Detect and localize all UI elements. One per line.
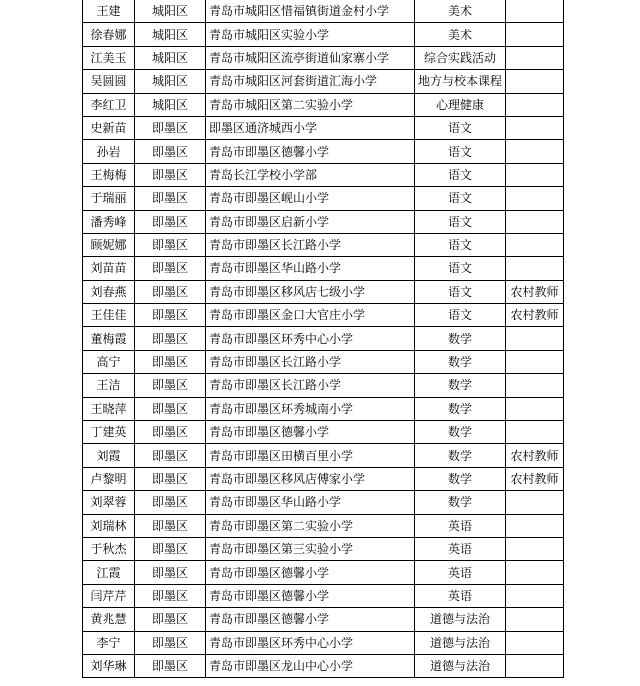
district-cell: 城阳区 — [135, 93, 206, 116]
school-cell: 青岛市即墨区华山路小学 — [206, 491, 415, 514]
note-cell: 农村教师 — [506, 280, 564, 303]
teacher-name-cell: 吴圆圆 — [83, 70, 135, 93]
subject-cell: 英语 — [415, 561, 506, 584]
district-cell: 即墨区 — [135, 561, 206, 584]
table-row — [83, 608, 564, 631]
district-cell: 即墨区 — [135, 397, 206, 420]
note-cell — [506, 350, 564, 373]
subject-cell: 语文 — [415, 257, 506, 280]
teacher-name-cell: 刘春燕 — [83, 280, 135, 303]
school-cell: 青岛市即墨区德馨小学 — [206, 140, 415, 163]
note-cell: 农村教师 — [506, 304, 564, 327]
subject-cell: 数学 — [415, 374, 506, 397]
teacher-name-cell: 王梅梅 — [83, 163, 135, 186]
subject-cell: 美术 — [415, 23, 506, 46]
teacher-name-cell: 刘翠蓉 — [83, 491, 135, 514]
district-cell: 即墨区 — [135, 140, 206, 163]
teacher-name-cell: 江霞 — [83, 561, 135, 584]
teacher-name-cell: 王佳佳 — [83, 304, 135, 327]
note-cell — [506, 421, 564, 444]
teacher-name-cell: 江美玉 — [83, 46, 135, 69]
school-cell: 青岛市城阳区实验小学 — [206, 23, 415, 46]
teacher-name-cell: 史新苗 — [83, 116, 135, 139]
table-row — [83, 397, 564, 420]
district-cell: 即墨区 — [135, 116, 206, 139]
school-cell: 青岛市即墨区德馨小学 — [206, 421, 415, 444]
subject-cell: 语文 — [415, 304, 506, 327]
teacher-name-cell: 刘霞 — [83, 444, 135, 467]
note-cell — [506, 327, 564, 350]
school-cell: 青岛市即墨区德馨小学 — [206, 561, 415, 584]
school-cell: 青岛市即墨区龙山中心小学 — [206, 654, 415, 677]
table-row — [83, 514, 564, 537]
subject-cell: 数学 — [415, 467, 506, 490]
district-cell: 即墨区 — [135, 163, 206, 186]
subject-cell: 综合实践活动 — [415, 46, 506, 69]
table-row — [83, 444, 564, 467]
school-cell: 青岛市即墨区环秀中心小学 — [206, 631, 415, 654]
note-cell — [506, 514, 564, 537]
note-cell — [506, 584, 564, 607]
note-cell — [506, 537, 564, 560]
subject-cell: 数学 — [415, 397, 506, 420]
school-cell: 青岛长江学校小学部 — [206, 163, 415, 186]
subject-cell: 语文 — [415, 187, 506, 210]
district-cell: 即墨区 — [135, 257, 206, 280]
subject-cell: 语文 — [415, 210, 506, 233]
teacher-name-cell: 潘秀峰 — [83, 210, 135, 233]
teacher-name-cell: 黄兆慧 — [83, 608, 135, 631]
table-row — [83, 304, 564, 327]
school-cell: 青岛市即墨区移风店七级小学 — [206, 280, 415, 303]
subject-cell: 英语 — [415, 584, 506, 607]
teacher-list-table — [82, 0, 564, 678]
school-cell: 青岛市即墨区长江路小学 — [206, 233, 415, 256]
table-row — [83, 467, 564, 490]
district-cell: 即墨区 — [135, 304, 206, 327]
school-cell: 青岛市即墨区德馨小学 — [206, 608, 415, 631]
table-row — [83, 350, 564, 373]
table-row — [83, 233, 564, 256]
district-cell: 即墨区 — [135, 374, 206, 397]
note-cell — [506, 491, 564, 514]
school-cell: 青岛市城阳区惜福镇街道金村小学 — [206, 0, 415, 23]
school-cell: 青岛市即墨区启新小学 — [206, 210, 415, 233]
school-cell: 青岛市即墨区岘山小学 — [206, 187, 415, 210]
note-cell — [506, 233, 564, 256]
school-cell: 青岛市即墨区第二实验小学 — [206, 514, 415, 537]
teacher-name-cell: 顾妮娜 — [83, 233, 135, 256]
district-cell: 即墨区 — [135, 608, 206, 631]
table-row — [83, 257, 564, 280]
school-cell: 青岛市即墨区金口大官庄小学 — [206, 304, 415, 327]
note-cell — [506, 23, 564, 46]
school-cell: 即墨区通济城西小学 — [206, 116, 415, 139]
table-row — [83, 140, 564, 163]
teacher-name-cell: 刘苗苗 — [83, 257, 135, 280]
subject-cell: 语文 — [415, 233, 506, 256]
teacher-name-cell: 孙岩 — [83, 140, 135, 163]
teacher-name-cell: 王洁 — [83, 374, 135, 397]
table-row — [83, 46, 564, 69]
district-cell: 即墨区 — [135, 210, 206, 233]
school-cell: 青岛市即墨区田横百里小学 — [206, 444, 415, 467]
district-cell: 城阳区 — [135, 70, 206, 93]
subject-cell: 数学 — [415, 350, 506, 373]
note-cell — [506, 257, 564, 280]
table-row — [83, 116, 564, 139]
table-row — [83, 23, 564, 46]
school-cell: 青岛市即墨区长江路小学 — [206, 374, 415, 397]
teacher-name-cell: 徐春娜 — [83, 23, 135, 46]
district-cell: 即墨区 — [135, 584, 206, 607]
district-cell: 即墨区 — [135, 537, 206, 560]
teacher-name-cell: 卢黎明 — [83, 467, 135, 490]
teacher-name-cell: 王建 — [83, 0, 135, 23]
table-row — [83, 0, 564, 23]
note-cell — [506, 631, 564, 654]
subject-cell: 语文 — [415, 280, 506, 303]
note-cell — [506, 397, 564, 420]
teacher-name-cell: 王晓萍 — [83, 397, 135, 420]
subject-cell: 道德与法治 — [415, 631, 506, 654]
note-cell — [506, 46, 564, 69]
teacher-name-cell: 于瑞丽 — [83, 187, 135, 210]
subject-cell: 数学 — [415, 491, 506, 514]
subject-cell: 语文 — [415, 140, 506, 163]
teacher-name-cell: 高宁 — [83, 350, 135, 373]
note-cell: 农村教师 — [506, 467, 564, 490]
district-cell: 即墨区 — [135, 467, 206, 490]
note-cell — [506, 187, 564, 210]
note-cell: 农村教师 — [506, 444, 564, 467]
school-cell: 青岛市即墨区环秀中心小学 — [206, 327, 415, 350]
note-cell — [506, 0, 564, 23]
teacher-name-cell: 刘华琳 — [83, 654, 135, 677]
subject-cell: 道德与法治 — [415, 608, 506, 631]
subject-cell: 数学 — [415, 444, 506, 467]
table-row — [83, 631, 564, 654]
subject-cell: 数学 — [415, 327, 506, 350]
table-row — [83, 70, 564, 93]
teacher-name-cell: 丁建英 — [83, 421, 135, 444]
district-cell: 即墨区 — [135, 233, 206, 256]
teacher-name-cell: 于秋杰 — [83, 537, 135, 560]
teacher-name-cell: 李宁 — [83, 631, 135, 654]
note-cell — [506, 163, 564, 186]
school-cell: 青岛市即墨区移风店傅家小学 — [206, 467, 415, 490]
school-cell: 青岛市即墨区德馨小学 — [206, 584, 415, 607]
table-row — [83, 374, 564, 397]
district-cell: 即墨区 — [135, 631, 206, 654]
note-cell — [506, 140, 564, 163]
subject-cell: 地方与校本课程 — [415, 70, 506, 93]
district-cell: 即墨区 — [135, 654, 206, 677]
district-cell: 即墨区 — [135, 491, 206, 514]
table-row — [83, 584, 564, 607]
district-cell: 即墨区 — [135, 327, 206, 350]
subject-cell: 数学 — [415, 421, 506, 444]
table-row — [83, 421, 564, 444]
note-cell — [506, 561, 564, 584]
table-row — [83, 327, 564, 350]
note-cell — [506, 70, 564, 93]
table-row — [83, 280, 564, 303]
school-cell: 青岛市即墨区第三实验小学 — [206, 537, 415, 560]
subject-cell: 道德与法治 — [415, 654, 506, 677]
district-cell: 城阳区 — [135, 23, 206, 46]
note-cell — [506, 608, 564, 631]
teacher-list-table-wrapper — [82, 0, 558, 678]
subject-cell: 英语 — [415, 537, 506, 560]
district-cell: 即墨区 — [135, 280, 206, 303]
district-cell: 城阳区 — [135, 0, 206, 23]
teacher-name-cell: 董梅霞 — [83, 327, 135, 350]
table-row — [83, 93, 564, 116]
table-row — [83, 491, 564, 514]
table-row — [83, 561, 564, 584]
note-cell — [506, 654, 564, 677]
note-cell — [506, 93, 564, 116]
subject-cell: 语文 — [415, 163, 506, 186]
school-cell: 青岛市城阳区流亭街道仙家寨小学 — [206, 46, 415, 69]
table-row — [83, 210, 564, 233]
teacher-list-body — [83, 0, 564, 678]
district-cell: 即墨区 — [135, 444, 206, 467]
school-cell: 青岛市城阳区第二实验小学 — [206, 93, 415, 116]
school-cell: 青岛市城阳区河套街道汇海小学 — [206, 70, 415, 93]
table-row — [83, 537, 564, 560]
subject-cell: 英语 — [415, 514, 506, 537]
subject-cell: 心理健康 — [415, 93, 506, 116]
note-cell — [506, 374, 564, 397]
note-cell — [506, 116, 564, 139]
table-row — [83, 187, 564, 210]
teacher-name-cell: 刘瑞林 — [83, 514, 135, 537]
note-cell — [506, 210, 564, 233]
district-cell: 即墨区 — [135, 350, 206, 373]
school-cell: 青岛市即墨区长江路小学 — [206, 350, 415, 373]
district-cell: 即墨区 — [135, 187, 206, 210]
subject-cell: 美术 — [415, 0, 506, 23]
district-cell: 即墨区 — [135, 514, 206, 537]
school-cell: 青岛市即墨区华山路小学 — [206, 257, 415, 280]
district-cell: 城阳区 — [135, 46, 206, 69]
district-cell: 即墨区 — [135, 421, 206, 444]
table-row — [83, 163, 564, 186]
teacher-name-cell: 李红卫 — [83, 93, 135, 116]
school-cell: 青岛市即墨区环秀城南小学 — [206, 397, 415, 420]
subject-cell: 语文 — [415, 116, 506, 139]
table-row — [83, 654, 564, 677]
teacher-name-cell: 闫芹芹 — [83, 584, 135, 607]
